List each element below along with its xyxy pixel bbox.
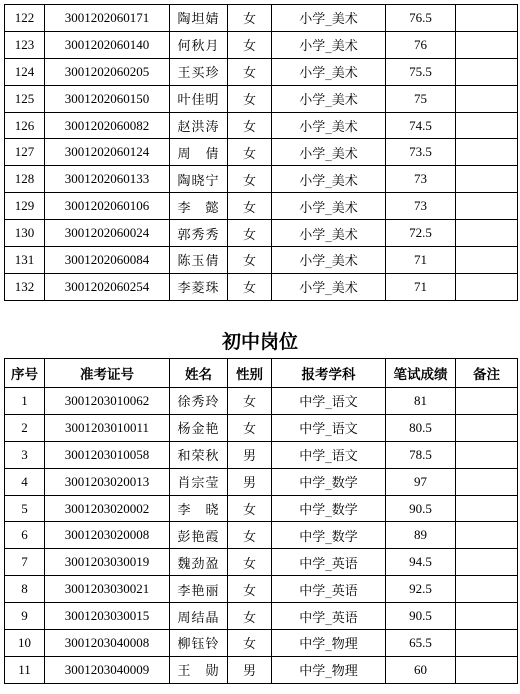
cell-note — [456, 273, 518, 300]
primary-results-body — [5, 5, 518, 301]
cell-score: 74.5 — [386, 112, 456, 139]
table-row — [5, 85, 518, 112]
cell-gender: 女 — [228, 112, 272, 139]
cell-gender: 女 — [228, 220, 272, 247]
cell-no: 125 — [5, 85, 45, 112]
cell-name: 魏劲盈 — [170, 549, 228, 576]
table-row — [5, 468, 518, 495]
cell-exam-id: 3001202060024 — [45, 220, 170, 247]
cell-no: 129 — [5, 193, 45, 220]
cell-name: 彭艳霞 — [170, 522, 228, 549]
cell-note — [456, 576, 518, 603]
cell-subject: 小学_美术 — [272, 273, 386, 300]
cell-no: 1 — [5, 388, 45, 415]
table-row — [5, 388, 518, 415]
cell-score: 90.5 — [386, 495, 456, 522]
cell-note — [456, 85, 518, 112]
cell-no: 8 — [5, 576, 45, 603]
cell-score: 97 — [386, 468, 456, 495]
cell-score: 75.5 — [386, 58, 456, 85]
cell-subject: 中学_数学 — [272, 522, 386, 549]
cell-note — [456, 414, 518, 441]
cell-exam-id: 3001202060140 — [45, 31, 170, 58]
cell-gender: 男 — [228, 468, 272, 495]
table-row — [5, 273, 518, 300]
cell-score: 60 — [386, 656, 456, 683]
cell-no: 126 — [5, 112, 45, 139]
cell-gender: 女 — [228, 630, 272, 657]
table-row — [5, 414, 518, 441]
header-subject: 报考学科 — [272, 359, 386, 388]
cell-exam-id: 3001202060150 — [45, 85, 170, 112]
cell-note — [456, 388, 518, 415]
cell-gender: 女 — [228, 414, 272, 441]
cell-note — [456, 603, 518, 630]
cell-gender: 女 — [228, 139, 272, 166]
cell-gender: 女 — [228, 495, 272, 522]
cell-score: 72.5 — [386, 220, 456, 247]
cell-gender: 女 — [228, 5, 272, 32]
cell-name: 李艳丽 — [170, 576, 228, 603]
header-note: 备注 — [456, 359, 518, 388]
cell-gender: 女 — [228, 576, 272, 603]
table-row — [5, 549, 518, 576]
cell-gender: 男 — [228, 656, 272, 683]
cell-name: 陈玉倩 — [170, 247, 228, 274]
cell-score: 73 — [386, 166, 456, 193]
table-row — [5, 58, 518, 85]
middle-school-results-table — [4, 358, 518, 684]
cell-score: 90.5 — [386, 603, 456, 630]
table-row — [5, 31, 518, 58]
section-title: 初中岗位 — [221, 331, 298, 353]
header-exam-id: 准考证号 — [45, 359, 170, 388]
cell-score: 89 — [386, 522, 456, 549]
table-row — [5, 630, 518, 657]
cell-gender: 女 — [228, 85, 272, 112]
cell-score: 71 — [386, 247, 456, 274]
cell-note — [456, 58, 518, 85]
cell-name: 叶佳明 — [170, 85, 228, 112]
cell-exam-id: 3001203010062 — [45, 388, 170, 415]
header-score: 笔试成绩 — [386, 359, 456, 388]
table-row — [5, 247, 518, 274]
cell-exam-id: 3001203030019 — [45, 549, 170, 576]
cell-subject: 小学_美术 — [272, 58, 386, 85]
cell-no: 3 — [5, 441, 45, 468]
table-row — [5, 656, 518, 683]
cell-note — [456, 193, 518, 220]
header-name: 姓名 — [170, 359, 228, 388]
cell-subject: 小学_美术 — [272, 139, 386, 166]
cell-exam-id: 3001203030021 — [45, 576, 170, 603]
cell-name: 陶坦婧 — [170, 5, 228, 32]
cell-subject: 中学_物理 — [272, 630, 386, 657]
cell-exam-id: 3001202060124 — [45, 139, 170, 166]
cell-gender: 女 — [228, 603, 272, 630]
cell-note — [456, 220, 518, 247]
cell-name: 李 晓 — [170, 495, 228, 522]
cell-score: 94.5 — [386, 549, 456, 576]
table-row — [5, 441, 518, 468]
cell-gender: 女 — [228, 549, 272, 576]
cell-no: 10 — [5, 630, 45, 657]
cell-subject: 小学_美术 — [272, 193, 386, 220]
cell-subject: 中学_英语 — [272, 576, 386, 603]
cell-name: 徐秀玲 — [170, 388, 228, 415]
cell-exam-id: 3001202060205 — [45, 58, 170, 85]
table-row — [5, 220, 518, 247]
cell-exam-id: 3001202060133 — [45, 166, 170, 193]
cell-note — [456, 549, 518, 576]
cell-note — [456, 112, 518, 139]
cell-name: 柳钰铃 — [170, 630, 228, 657]
middle-school-results-body — [5, 388, 518, 684]
table-row — [5, 522, 518, 549]
cell-subject: 中学_数学 — [272, 468, 386, 495]
cell-score: 71 — [386, 273, 456, 300]
cell-subject: 小学_美术 — [272, 220, 386, 247]
cell-gender: 女 — [228, 388, 272, 415]
cell-score: 78.5 — [386, 441, 456, 468]
cell-subject: 中学_英语 — [272, 549, 386, 576]
cell-subject: 小学_美术 — [272, 112, 386, 139]
cell-no: 132 — [5, 273, 45, 300]
cell-subject: 小学_美术 — [272, 31, 386, 58]
cell-gender: 女 — [228, 58, 272, 85]
cell-note — [456, 5, 518, 32]
cell-no: 7 — [5, 549, 45, 576]
cell-name: 郭秀秀 — [170, 220, 228, 247]
cell-name: 何秋月 — [170, 31, 228, 58]
cell-gender: 女 — [228, 193, 272, 220]
cell-no: 11 — [5, 656, 45, 683]
cell-exam-id: 3001203020008 — [45, 522, 170, 549]
cell-score: 65.5 — [386, 630, 456, 657]
header-no: 序号 — [5, 359, 45, 388]
cell-exam-id: 3001203010011 — [45, 414, 170, 441]
cell-name: 杨金艳 — [170, 414, 228, 441]
table-row — [5, 603, 518, 630]
cell-exam-id: 3001202060082 — [45, 112, 170, 139]
cell-score: 81 — [386, 388, 456, 415]
cell-score: 75 — [386, 85, 456, 112]
table-row — [5, 495, 518, 522]
cell-no: 5 — [5, 495, 45, 522]
cell-note — [456, 441, 518, 468]
cell-subject: 小学_美术 — [272, 247, 386, 274]
cell-note — [456, 247, 518, 274]
cell-subject: 小学_美术 — [272, 166, 386, 193]
cell-score: 76.5 — [386, 5, 456, 32]
cell-subject: 中学_英语 — [272, 603, 386, 630]
cell-gender: 女 — [228, 273, 272, 300]
cell-exam-id: 3001202060106 — [45, 193, 170, 220]
cell-note — [456, 139, 518, 166]
cell-exam-id: 3001202060254 — [45, 273, 170, 300]
cell-name: 周 倩 — [170, 139, 228, 166]
primary-results-table — [4, 4, 518, 301]
cell-exam-id: 3001203040008 — [45, 630, 170, 657]
cell-gender: 男 — [228, 441, 272, 468]
cell-subject: 小学_美术 — [272, 85, 386, 112]
cell-exam-id: 3001203030015 — [45, 603, 170, 630]
cell-exam-id: 3001203020002 — [45, 495, 170, 522]
cell-subject: 中学_语文 — [272, 441, 386, 468]
cell-no: 6 — [5, 522, 45, 549]
cell-exam-id: 3001203020013 — [45, 468, 170, 495]
cell-no: 131 — [5, 247, 45, 274]
cell-no: 4 — [5, 468, 45, 495]
table-row — [5, 5, 518, 32]
cell-name: 王买珍 — [170, 58, 228, 85]
cell-subject: 小学_美术 — [272, 5, 386, 32]
cell-no: 128 — [5, 166, 45, 193]
cell-no: 2 — [5, 414, 45, 441]
cell-no: 130 — [5, 220, 45, 247]
cell-note — [456, 522, 518, 549]
cell-note — [456, 495, 518, 522]
cell-no: 123 — [5, 31, 45, 58]
table-row — [5, 576, 518, 603]
header-row — [5, 359, 518, 388]
cell-gender: 女 — [228, 522, 272, 549]
cell-exam-id: 3001202060084 — [45, 247, 170, 274]
cell-exam-id: 3001203040009 — [45, 656, 170, 683]
cell-gender: 女 — [228, 166, 272, 193]
cell-score: 73 — [386, 193, 456, 220]
cell-name: 李 懿 — [170, 193, 228, 220]
cell-name: 李菱珠 — [170, 273, 228, 300]
cell-score: 73.5 — [386, 139, 456, 166]
cell-no: 122 — [5, 5, 45, 32]
cell-name: 周结晶 — [170, 603, 228, 630]
table-row — [5, 193, 518, 220]
cell-subject: 中学_数学 — [272, 495, 386, 522]
cell-note — [456, 31, 518, 58]
cell-exam-id: 3001203010058 — [45, 441, 170, 468]
cell-note — [456, 630, 518, 657]
cell-no: 124 — [5, 58, 45, 85]
cell-name: 陶晓宁 — [170, 166, 228, 193]
cell-exam-id: 3001202060171 — [45, 5, 170, 32]
cell-no: 9 — [5, 603, 45, 630]
table-row — [5, 139, 518, 166]
table-row — [5, 166, 518, 193]
cell-name: 赵洪涛 — [170, 112, 228, 139]
cell-name: 肖宗莹 — [170, 468, 228, 495]
cell-subject: 中学_语文 — [272, 414, 386, 441]
table-row — [5, 112, 518, 139]
cell-score: 92.5 — [386, 576, 456, 603]
cell-score: 80.5 — [386, 414, 456, 441]
cell-subject: 中学_物理 — [272, 656, 386, 683]
cell-note — [456, 166, 518, 193]
cell-note — [456, 656, 518, 683]
cell-subject: 中学_语文 — [272, 388, 386, 415]
cell-gender: 女 — [228, 31, 272, 58]
header-gender: 性别 — [228, 359, 272, 388]
cell-name: 和荣秋 — [170, 441, 228, 468]
cell-gender: 女 — [228, 247, 272, 274]
cell-name: 王 勋 — [170, 656, 228, 683]
cell-no: 127 — [5, 139, 45, 166]
cell-note — [456, 468, 518, 495]
cell-score: 76 — [386, 31, 456, 58]
